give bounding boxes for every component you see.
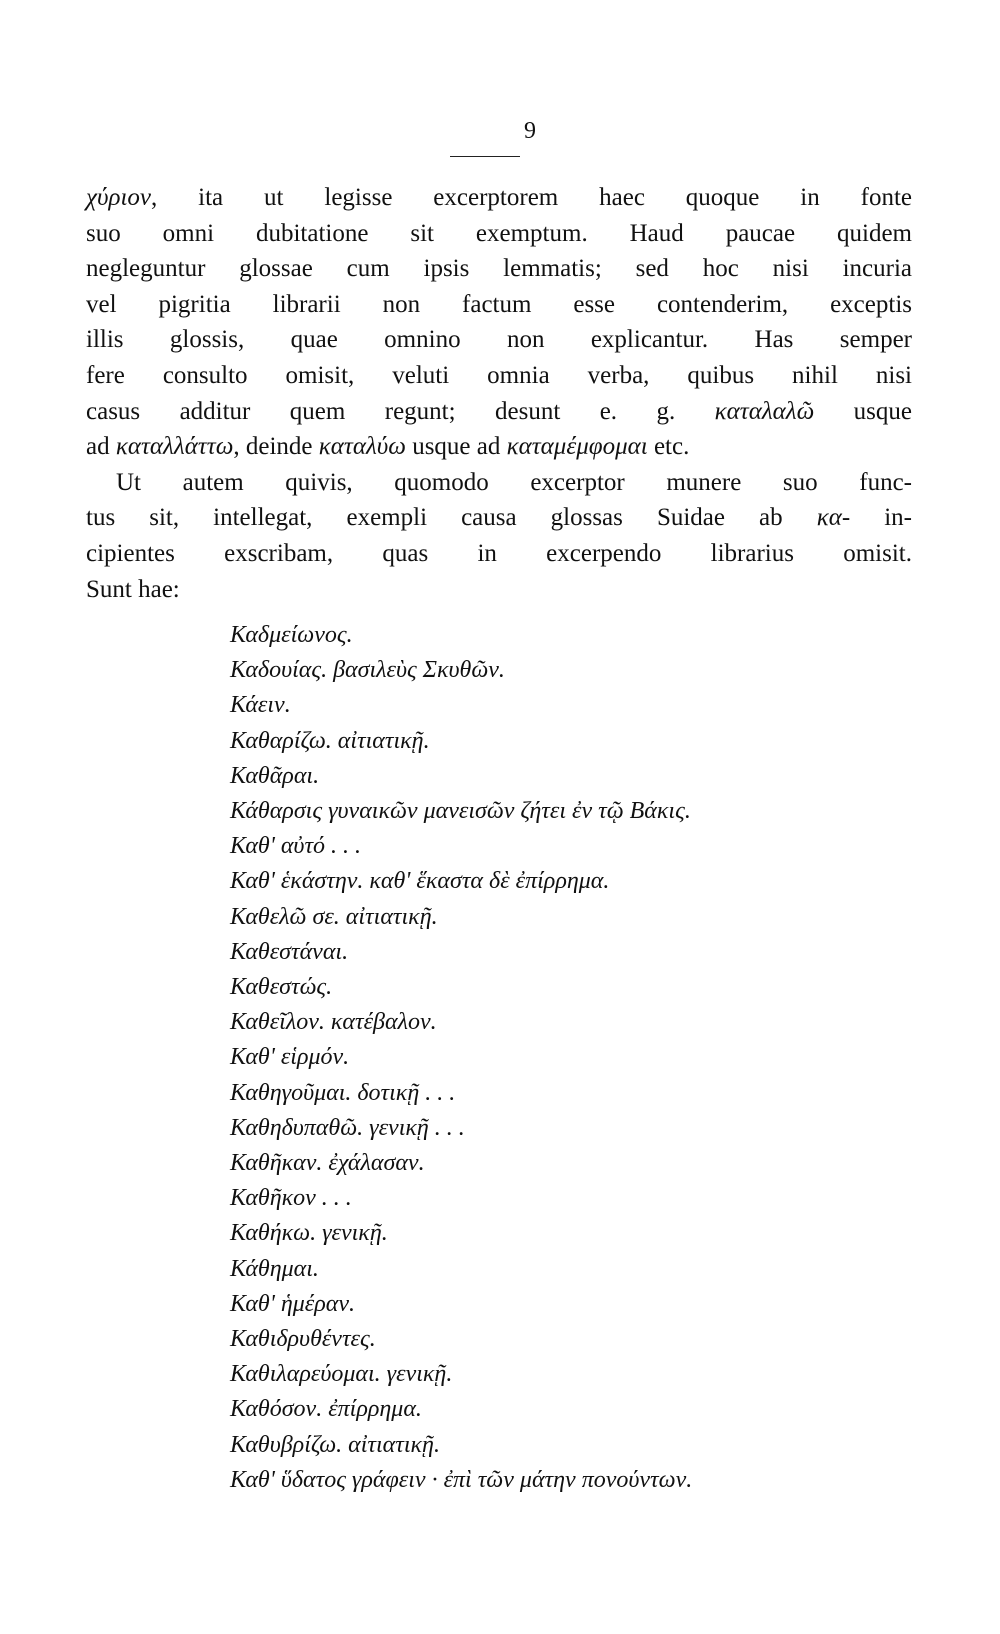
- gloss-entry: Κάθημαι.: [230, 1255, 319, 1282]
- body-text: [86, 180, 912, 607]
- text-segment: illis glossis, quae omnino non explicantur. Has semper: [86, 326, 912, 354]
- gloss-entry: Καθᾶραι.: [230, 762, 320, 789]
- gloss-entry: Καθ' ἑκάστην. καθ' ἕκαστα δὲ ἐπίρρημα.: [230, 868, 610, 895]
- text-segment: casus additur quem regunt; desunt e. g.: [86, 397, 715, 425]
- text-segment: vel pigritia librarii non factum esse contenderim, exceptis: [86, 290, 912, 318]
- gloss-entry: Καθ' εἱρμόν.: [230, 1044, 350, 1071]
- text-segment: fere consulto omisit, veluti omnia verba, quibus nihil nisi: [86, 361, 912, 389]
- text-segment: negleguntur glossae cum ipsis lemmatis; sed hoc nisi incuria: [86, 255, 912, 283]
- text-segment: usque: [814, 397, 912, 425]
- gloss-entry: Καθελῶ σε. αἰτιατικῇ.: [230, 903, 438, 930]
- text-segment: cipientes exscribam, quas in excerpendo librarius omisit.: [86, 539, 912, 567]
- text-line: [86, 500, 912, 536]
- text-line: [86, 358, 912, 394]
- gloss-entry: Καθ' ὕδατος γράφειν · ἐπὶ τῶν μάτην πονούντων.: [230, 1466, 693, 1493]
- text-line: [86, 251, 912, 287]
- greek-word: καταλαλῶ: [714, 397, 815, 425]
- text-line: [86, 536, 912, 572]
- gloss-entry: Καθηγοῦμαι. δοτικῇ . . .: [230, 1079, 456, 1106]
- page-number: 9: [524, 118, 536, 144]
- text-line: [86, 429, 912, 465]
- gloss-list: [230, 618, 930, 1498]
- text-segment: in-: [850, 504, 912, 532]
- gloss-entry: Κάθαρσις γυναικῶν μανεισῶν ζήτει ἐν τῷ Βάκις.: [230, 798, 691, 825]
- text-segment: usque ad: [405, 433, 507, 461]
- text-segment: ad: [86, 433, 116, 461]
- gloss-entry: Κάειν.: [230, 692, 291, 719]
- text-line: [86, 216, 912, 252]
- text-line: [86, 465, 912, 501]
- gloss-entry: Καθαρίζω. αἰτιατικῇ.: [230, 727, 430, 754]
- greek-word: κα-: [816, 504, 851, 532]
- greek-word: καταλλάττω: [115, 433, 234, 461]
- page-number-rule: [450, 156, 520, 157]
- text-line: [86, 180, 912, 216]
- text-line: [86, 394, 912, 430]
- gloss-entry: Καθ' ἡμέραν.: [230, 1290, 356, 1317]
- gloss-entry: Καθεῖλον. κατέβαλον.: [230, 1009, 437, 1036]
- gloss-entry: Καθόσον. ἐπίρρημα.: [230, 1396, 422, 1423]
- text-segment: etc.: [647, 433, 690, 461]
- text-line: [86, 572, 912, 608]
- text-segment: Sunt hae:: [86, 575, 180, 603]
- greek-word: χύριον: [86, 184, 152, 211]
- text-segment: , ita ut legisse excerptorem haec quoque in fonte: [151, 184, 912, 211]
- gloss-entry: Καθυβρίζω. αἰτιατικῇ.: [230, 1431, 440, 1458]
- gloss-entry: Καθήκω. γενικῇ.: [230, 1220, 388, 1247]
- gloss-entry: Καθ' αὐτό . . .: [230, 833, 362, 860]
- gloss-entry: Καθῆκαν. ἐχάλασαν.: [230, 1150, 425, 1177]
- text-segment: suo omni dubitatione sit exemptum. Haud paucae quidem: [86, 219, 912, 247]
- text-segment: tus sit, intellegat, exempli causa glossas Suidae ab: [86, 504, 817, 532]
- greek-word: καταλύω: [318, 433, 406, 461]
- text-segment: , deinde: [233, 433, 319, 461]
- gloss-entry: Καθηδυπαθῶ. γενικῇ . . .: [230, 1114, 465, 1141]
- gloss-entry: Καθιλαρεύομαι. γενικῇ.: [230, 1361, 453, 1388]
- gloss-entry: Καθεστάναι.: [230, 938, 349, 965]
- gloss-entry: Καδμείωνος.: [230, 622, 353, 648]
- gloss-entry: Καθεστώς.: [230, 974, 333, 1001]
- text-line: [86, 287, 912, 323]
- text-segment: Ut autem quivis, quomodo excerptor munere suo func-: [116, 468, 912, 496]
- gloss-entry: Καδουίας. βασιλεὺς Σκυθῶν.: [230, 657, 505, 684]
- greek-word: καταμέμφομαι: [506, 433, 648, 461]
- gloss-entry: Καθιδρυθέντες.: [230, 1326, 376, 1353]
- text-line: [86, 322, 912, 358]
- gloss-entry: Καθῆκον . . .: [230, 1185, 352, 1212]
